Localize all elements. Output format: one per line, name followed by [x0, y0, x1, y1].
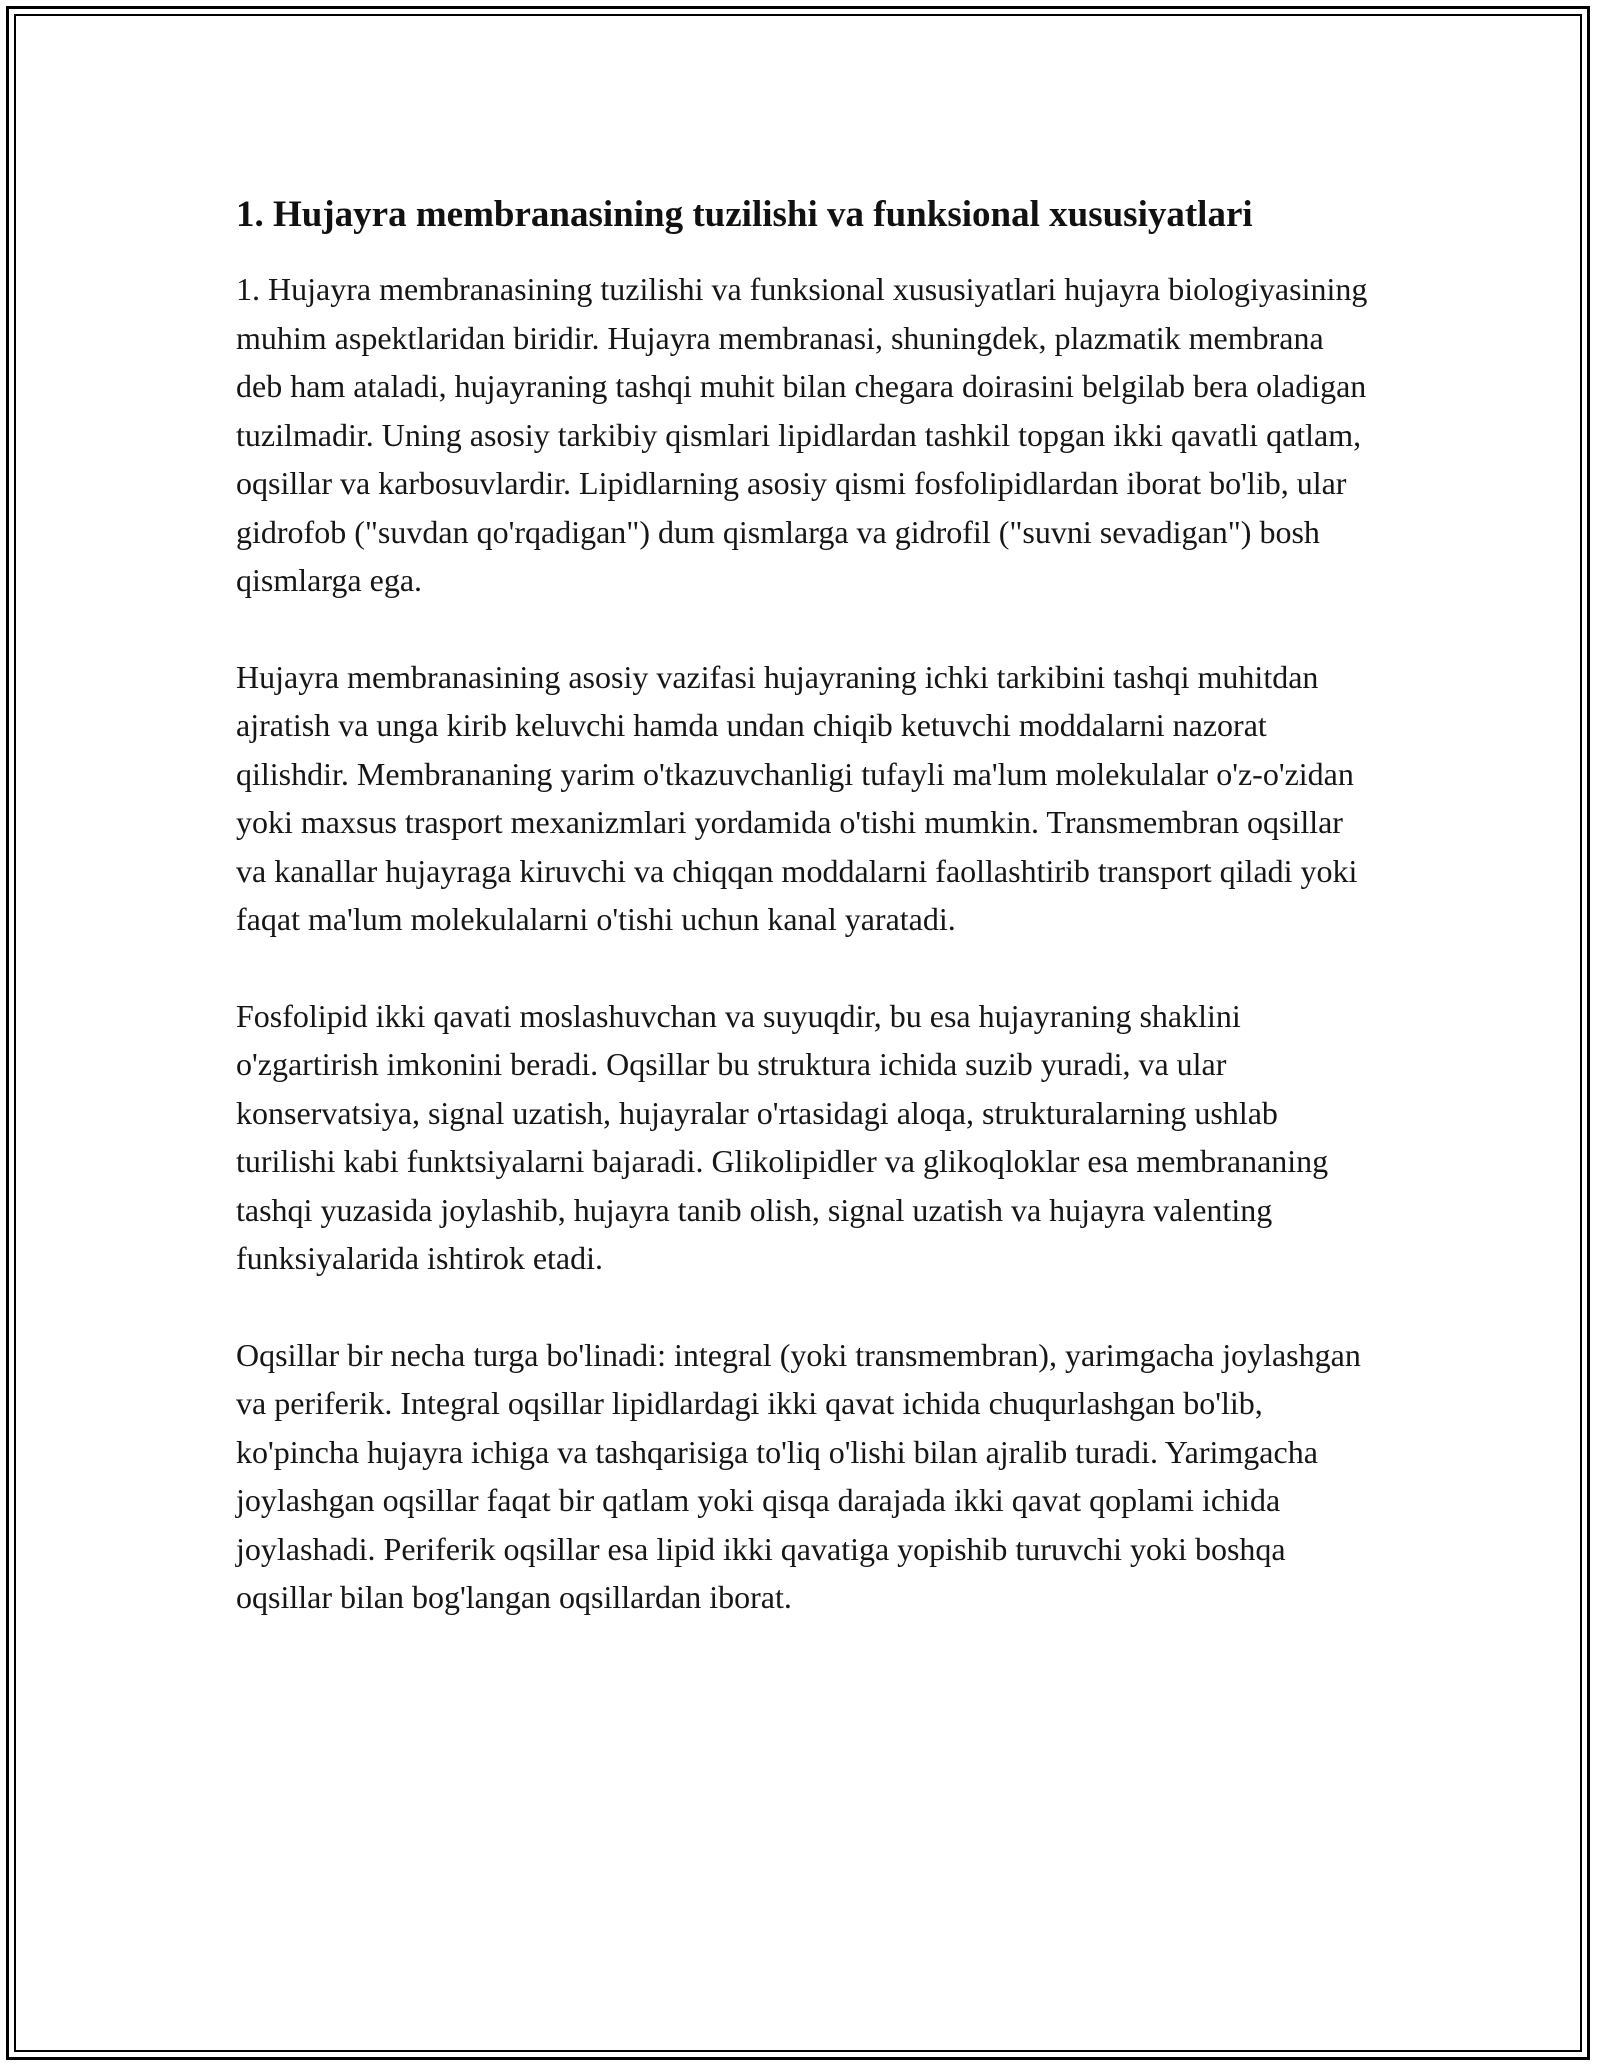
paragraph-1: 1. Hujayra membranasining tuzilishi va funksional xususiyatlari hujayra biologiyasining muhim aspektlaridan biridir. Hujayra membranasi, shuningdek, plazmatik membrana deb ham ataladi, hujayraning tashqi muhit bilan chegara doirasini belgilab bera oladigan tuzilmadir. Uning asosiy tarkibiy qismlari lipidlardan tashkil topgan ikki qavatli qatlam, oqsillar va karbosuvlardir. Lipidlarning asosiy qismi fosfolipidlardan iborat bo'lib, ular gidrofob ("suvdan qo'rqadigan") dum qismlarga va gidrofil ("suvni sevadigan") bosh qismlarga ega. [236, 271, 1368, 598]
document-body [236, 186, 1370, 1622]
paragraph-3: Fosfolipid ikki qavati moslashuvchan va suyuqdir, bu esa hujayraning shaklini o'zgartirish imkonini beradi. Oqsillar bu struktura ichida suzib yuradi, va ular konservatsiya, signal uzatish, hujayralar o'rtasidagi aloqa, strukturalarning ushlab turilishi kabi funktsiyalarni bajaradi. Glikolipidler va glikoqloklar esa membrananing tashqi yuzasida joylashib, hujayra tanib olish, signal uzatish va hujayra valenting funksiyalarida ishtirok etadi. [236, 997, 1329, 1276]
paragraph-2: Hujayra membranasining asosiy vazifasi hujayraning ichki tarkibini tashqi muhitdan ajratish va unga kirib keluvchi hamda undan chiqib ketuvchi moddalarni nazorat qilishdir. Membrananing yarim o'tkazuvchanligi tufayli ma'lum molekulalar o'z-o'zidan yoki maxsus trasport mexanizmlari yordamida o'tishi mumkin. Transmembran oqsillar va kanallar hujayraga kiruvchi va chiqqan moddalarni faollashtirib transport qiladi yoki faqat ma'lum molekulalarni o'tishi uchun kanal yaratadi. [236, 658, 1358, 937]
page-title: 1. Hujayra membranasining tuzilishi va funksional xususiyatlari [236, 194, 1253, 235]
paragraph-4: Oqsillar bir necha turga bo'linadi: integral (yoki transmembran), yarimgacha joylashgan va periferik. Integral oqsillar lipidlardagi ikki qavat ichida chuqurlashgan bo'lib, ko'pincha hujayra ichiga va tashqarisiga to'liq o'lishi bilan ajralib turadi. Yarimgacha joylashgan oqsillar faqat bir qatlam yoki qisqa darajada ikki qavat qoplami ichida joylashadi. Periferik oqsillar esa lipid ikki qavatiga yopishib turuvchi yoki boshqa oqsillar bilan bog'langan oqsillardan iborat. [236, 1336, 1361, 1615]
